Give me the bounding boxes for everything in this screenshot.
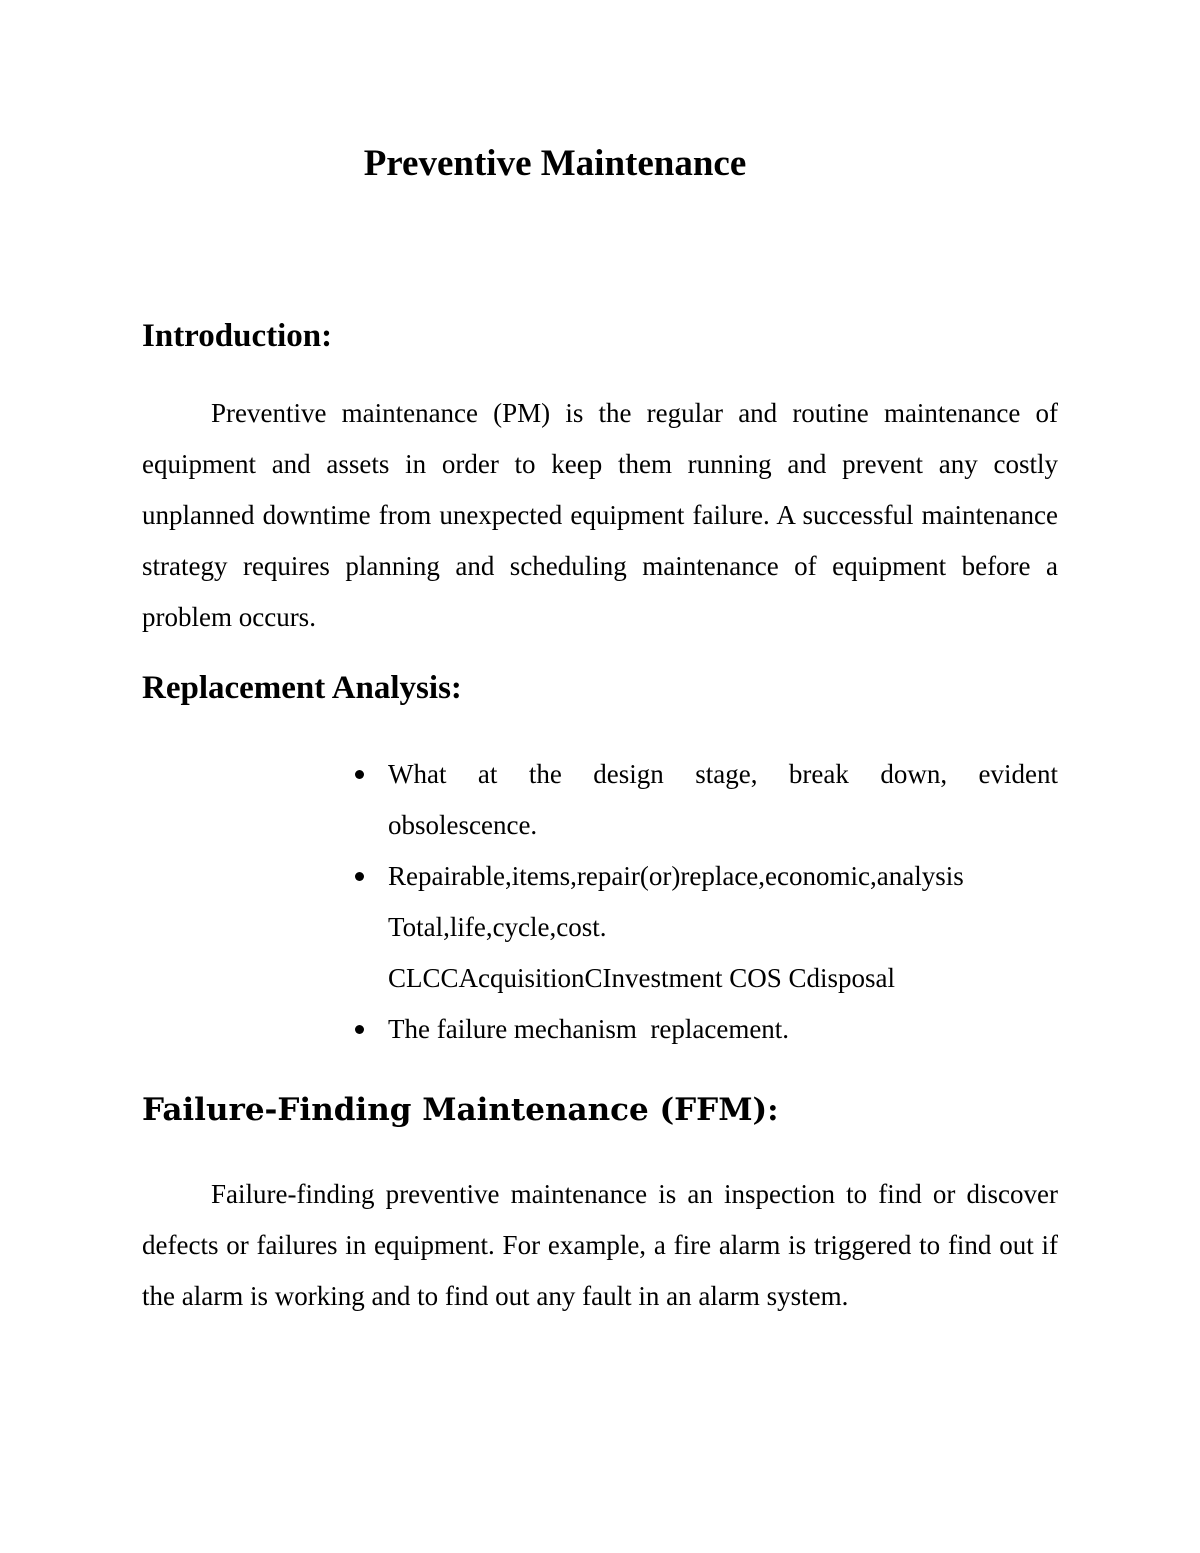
introduction-paragraph: Preventive maintenance (PM) is the regular and routine maintenance of equipment and assets in order to keep them running and prevent any costly unplanned downtime from unexpected equipment failure. A successful maintenance strategy requires planning and scheduling maintenance of equipment before a problem occurs. <box>142 398 1058 632</box>
bullet-line: The failure mechanism replacement. <box>388 1014 790 1044</box>
bullet-icon <box>355 770 364 779</box>
bullet-line: What at the design stage, break down, evident <box>388 759 1058 789</box>
bullet-line: CLCCAcquisitionCInvestment COS Cdisposal <box>388 963 896 993</box>
introduction-heading: Introduction: <box>142 318 333 354</box>
bullet-line: Repairable,items,repair(or)replace,economic,analysis <box>388 861 964 891</box>
bullet-line: obsolescence. <box>388 810 538 840</box>
bullet-icon <box>355 1025 364 1034</box>
bullet-icon <box>355 872 364 881</box>
replacement-analysis-list <box>388 749 1058 1055</box>
document-title: Preventive Maintenance <box>363 143 747 184</box>
failure-finding-paragraph: Failure-finding preventive maintenance is an inspection to find or discover defects or failures in equipment. For example, a fire alarm is triggered to find out if the alarm is working and to find out any fault in an alarm system. <box>142 1179 1058 1311</box>
replacement-analysis-heading: Replacement Analysis: <box>142 670 462 706</box>
list-item <box>388 1004 1058 1055</box>
failure-finding-heading: Failure-Finding Maintenance (FFM): <box>142 1092 779 1128</box>
list-item <box>388 749 1058 851</box>
bullet-line: Total,life,cycle,cost. <box>388 912 607 942</box>
list-item <box>388 851 1058 1004</box>
